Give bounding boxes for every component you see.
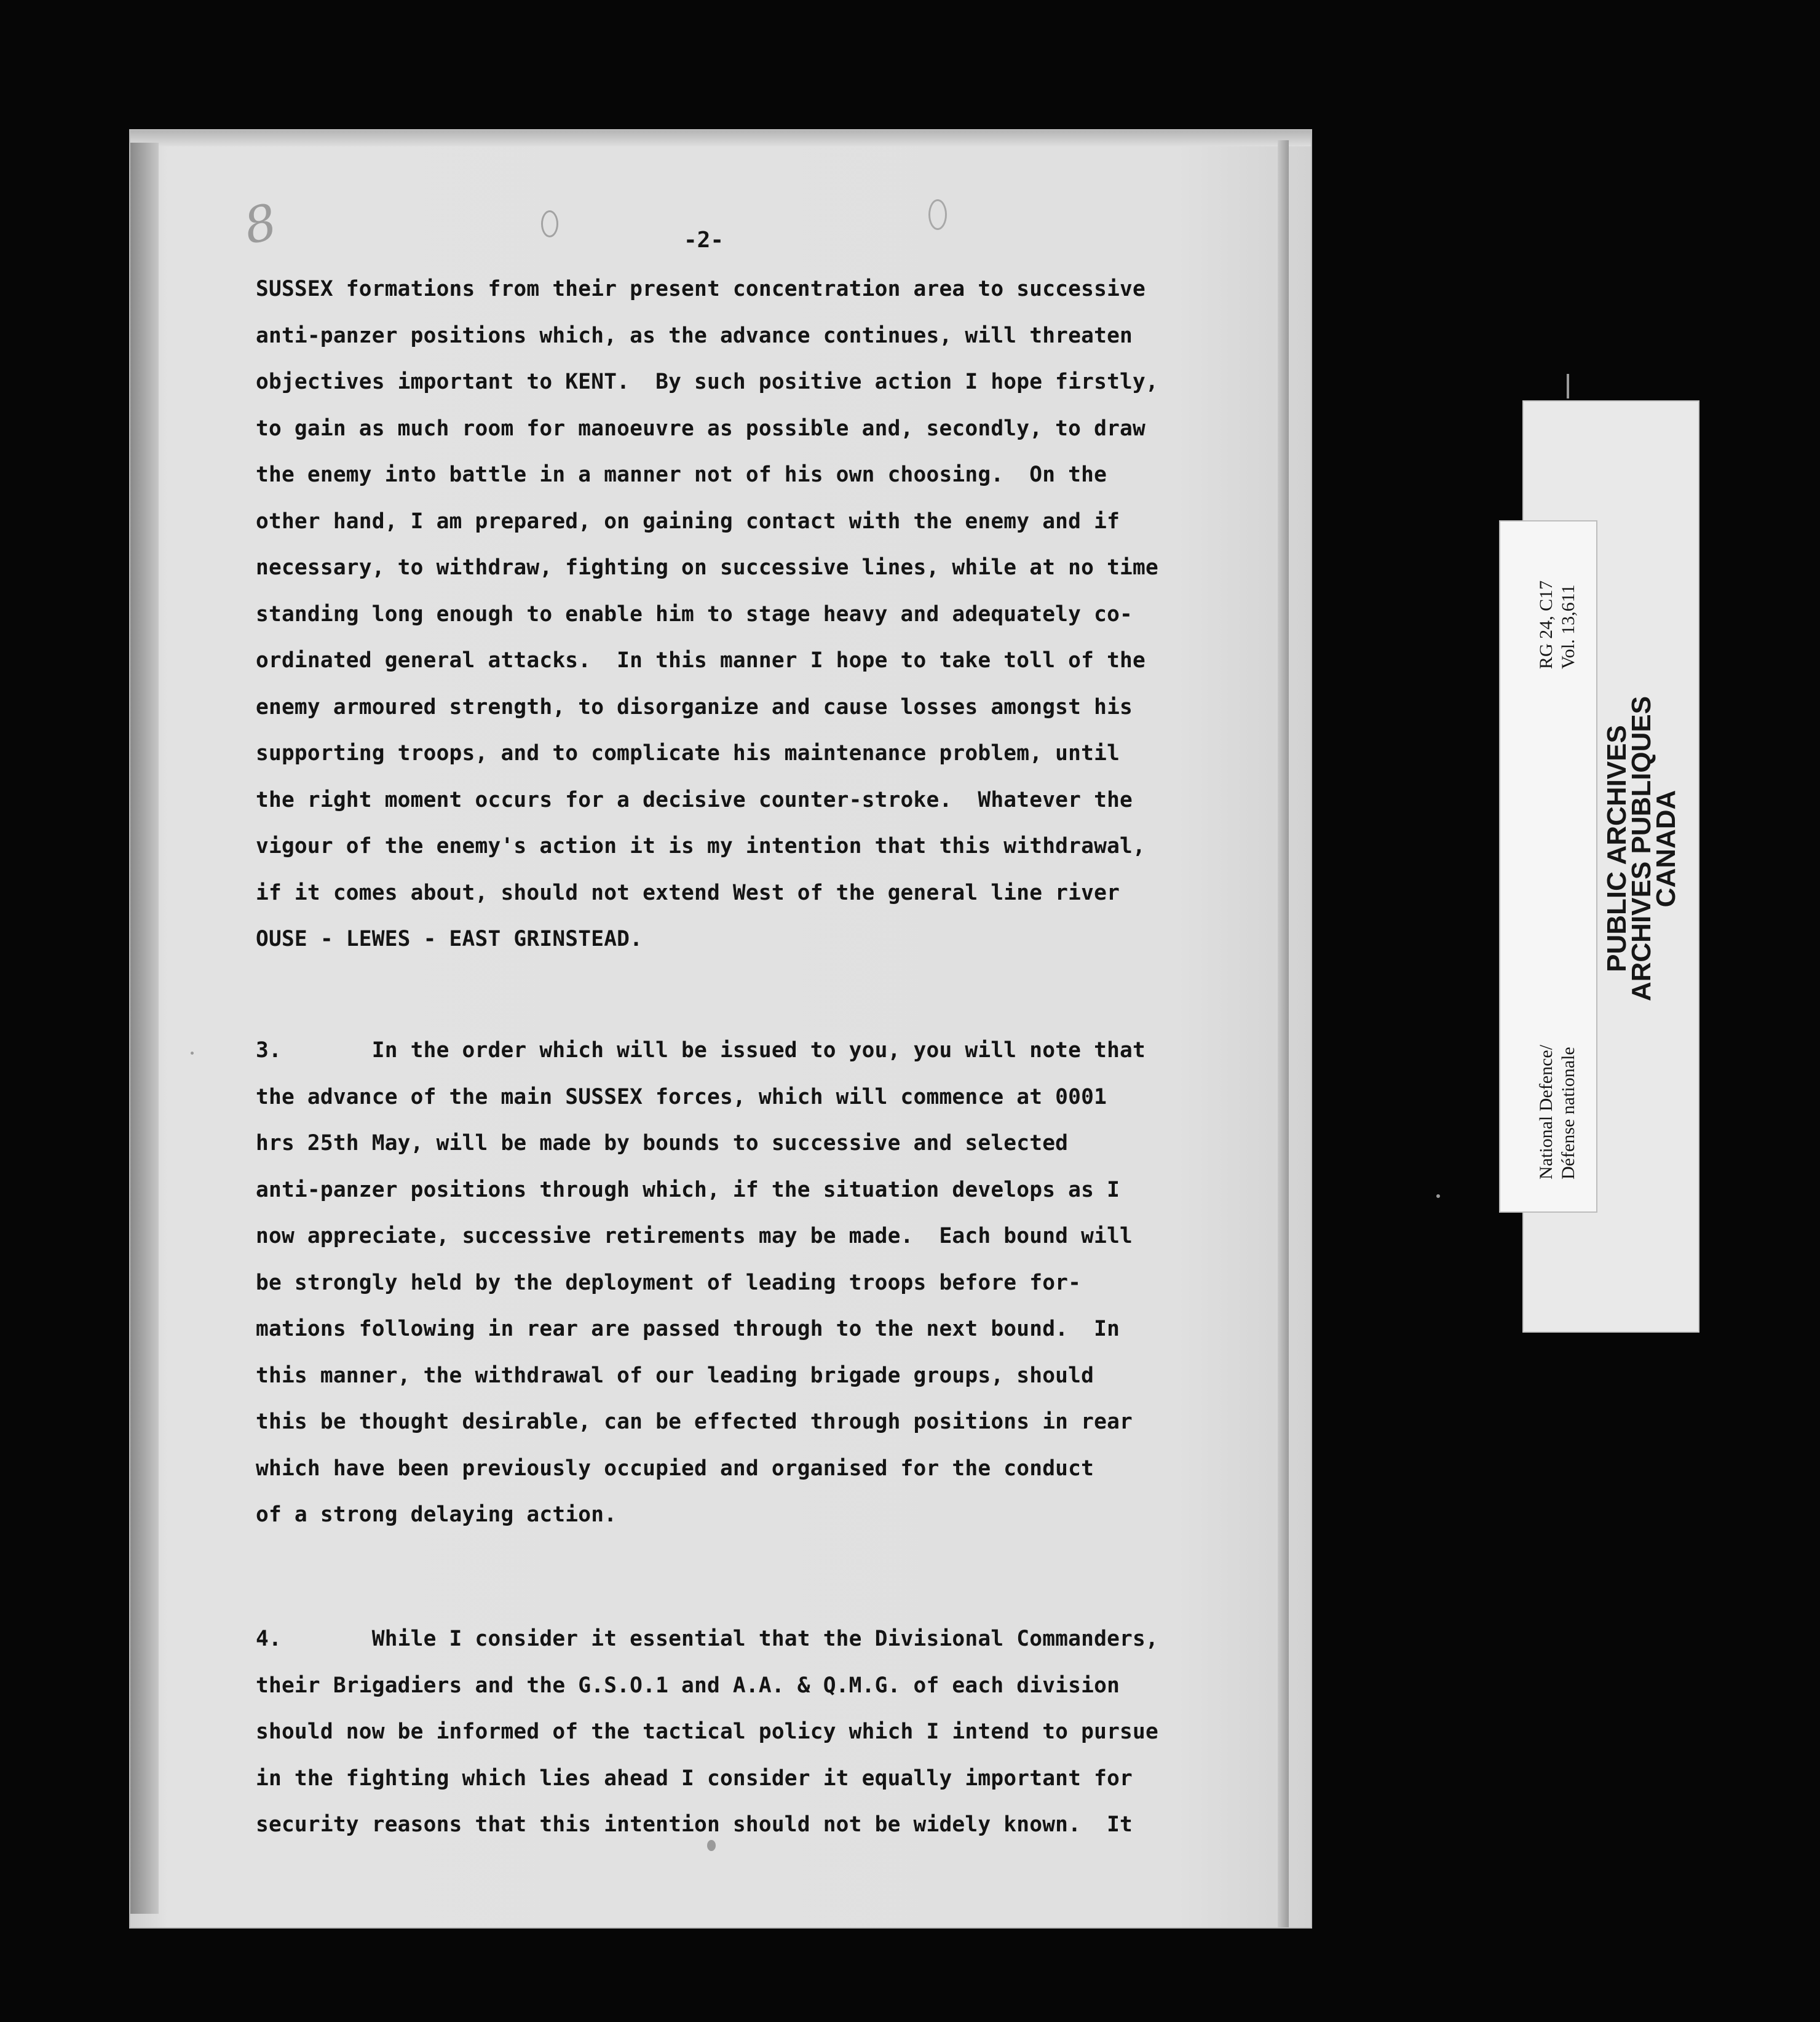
dust-speck (1436, 1194, 1440, 1198)
typed-line: SUSSEX formations from their present concentration area to successive (256, 277, 1145, 301)
typed-line: supporting troops, and to complicate his maintenance problem, until (256, 741, 1120, 766)
typed-line: other hand, I am prepared, on gaining contact with the enemy and if (256, 509, 1120, 534)
typed-line: now appreciate, successive retirements may be made. Each bound will (256, 1224, 1133, 1248)
typed-line: in the fighting which lies ahead I consider it equally important for (256, 1766, 1133, 1791)
dust-speck (191, 1052, 194, 1055)
punch-mark-right (928, 199, 947, 230)
typed-line: their Brigadiers and the G.S.O.1 and A.A. & Q.M.G. of each division (256, 1673, 1120, 1698)
typed-line: hrs 25th May, will be made by bounds to successive and selected (256, 1131, 1069, 1156)
typed-line: the right moment occurs for a decisive counter-stroke. Whatever the (256, 787, 1133, 812)
punch-mark-left (541, 210, 558, 237)
typed-page (130, 130, 1311, 1927)
page-right-edge (1278, 140, 1289, 1927)
department-line-2: Défense nationale (1558, 1047, 1578, 1180)
reference-line-1: RG 24, C17 (1536, 580, 1556, 669)
typed-line: 3. In the order which will be issued to you, you will note that (256, 1038, 1145, 1063)
label-notch (1567, 374, 1569, 398)
typed-line: which have been previously occupied and organised for the conduct (256, 1456, 1094, 1481)
archives-stamp (1602, 683, 1681, 1015)
typed-line: OUSE - LEWES - EAST GRINSTEAD. (256, 927, 643, 951)
typed-line: of a strong delaying action. (256, 1502, 617, 1527)
department-line-1: National Defence/ (1536, 1044, 1556, 1180)
typed-line: this manner, the withdrawal of our leading brigade groups, should (256, 1363, 1094, 1388)
typed-line: 4. While I consider it essential that the Divisional Commanders, (256, 1627, 1158, 1651)
archives-line-2: ARCHIVES PUBLIQUES (1626, 696, 1656, 1002)
typed-line: be strongly held by the deployment of leading troops before for- (256, 1270, 1082, 1295)
typed-line: should now be informed of the tactical policy which I intend to pursue (256, 1719, 1158, 1744)
dust-speck (707, 1840, 716, 1851)
typed-line: necessary, to withdraw, fighting on successive lines, while at no time (256, 555, 1158, 580)
typed-line: this be thought desirable, can be effected through positions in rear (256, 1409, 1133, 1434)
department-text (1535, 1045, 1580, 1180)
reference-text (1535, 581, 1580, 669)
typed-line: if it comes about, should not extend West of the general line river (256, 880, 1120, 905)
typed-line: anti-panzer positions which, as the advance continues, will threaten (256, 323, 1133, 348)
typed-line: the advance of the main SUSSEX forces, which will commence at 0001 (256, 1084, 1107, 1109)
typed-line: anti-panzer positions through which, if the situation develops as I (256, 1177, 1120, 1202)
typed-line: security reasons that this intention should not be widely known. It (256, 1812, 1133, 1837)
page-top-edge (130, 130, 1311, 146)
typed-line: objectives important to KENT. By such positive action I hope firstly, (256, 370, 1158, 394)
page-number: -2- (684, 228, 724, 253)
archives-line-3: CANADA (1651, 790, 1681, 908)
typed-line: mations following in rear are passed through to the next bound. In (256, 1317, 1120, 1341)
archives-line-1: PUBLIC ARCHIVES (1602, 725, 1632, 972)
typed-line: to gain as much room for manoeuvre as possible and, secondly, to draw (256, 416, 1145, 441)
typed-line: ordinated general attacks. In this manner I hope to take toll of the (256, 648, 1145, 673)
typed-line: enemy armoured strength, to disorganize and cause losses amongst his (256, 694, 1133, 720)
reference-line-2: Vol. 13,611 (1558, 584, 1578, 669)
typed-line: the enemy into battle in a manner not of his own choosing. On the (256, 462, 1107, 487)
typed-line: vigour of the enemy's action it is my intention that this withdrawal, (256, 834, 1145, 858)
handwritten-mark: 8 (239, 192, 282, 256)
page-left-shadow (130, 143, 159, 1914)
typed-line: standing long enough to enable him to stage heavy and adequately co- (256, 601, 1133, 627)
